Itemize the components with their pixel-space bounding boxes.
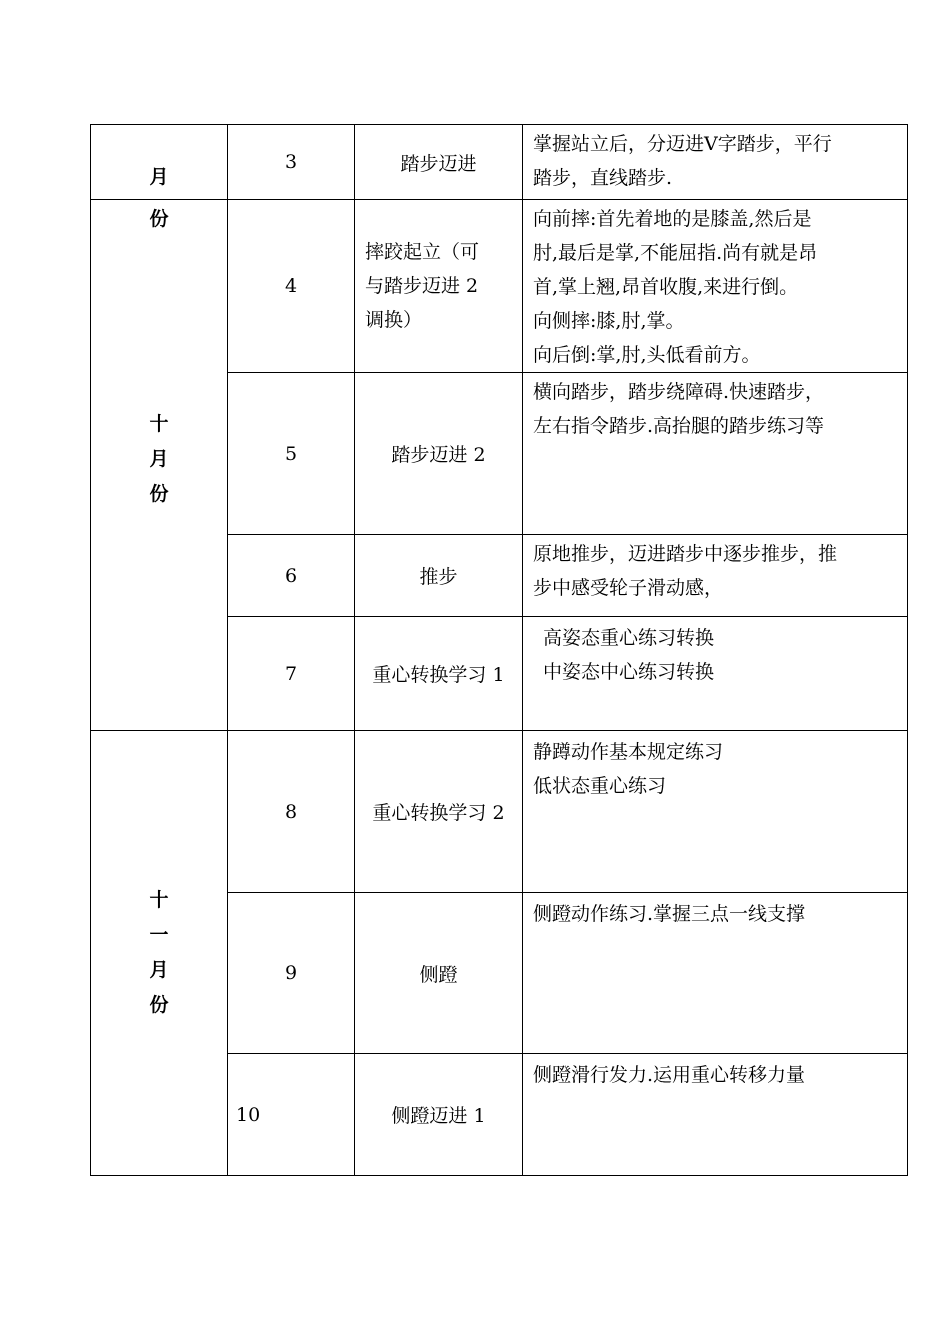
lesson-topic: 摔跤起立（可 与踏步迈进 2 调换） [355, 200, 523, 373]
month-label-char: 十 [149, 889, 169, 911]
lesson-content: 掌握站立后，分迈进Ⅴ字踏步，平行 踏步，直线踏步. [523, 125, 908, 200]
month-label-char: 一 [149, 924, 169, 946]
month-cell-fragment [91, 125, 228, 200]
lesson-number: 8 [228, 731, 355, 893]
lesson-number: 4 [228, 200, 355, 373]
lesson-content: 横向踏步，踏步绕障碍.快速踏步， 左右指令踏步.高抬腿的踏步练习等 [523, 373, 908, 535]
lesson-number: 6 [228, 535, 355, 617]
lesson-topic: 重心转换学习 1 [355, 617, 523, 731]
month-cell-november [91, 731, 228, 1176]
lesson-content: 原地推步，迈进踏步中逐步推步，推 步中感受轮子滑动感， [523, 535, 908, 617]
month-label-char: 月 [149, 448, 169, 470]
table-row [91, 200, 908, 373]
lesson-content: 侧蹬滑行发力.运用重心转移力量 [523, 1054, 908, 1176]
lesson-topic: 推步 [355, 535, 523, 617]
lesson-content: 向前摔:首先着地的是膝盖,然后是 肘,最后是掌,不能屈指.尚有就是昂 首,掌上翘,昂首收腹,来进行倒。 向侧摔:膝,肘,掌。 向后倒:掌,肘,头低看前方。 [523, 200, 908, 373]
lesson-topic: 重心转换学习 2 [355, 731, 523, 893]
lesson-topic: 侧蹬迈进 1 [355, 1054, 523, 1176]
lesson-topic: 侧蹬 [355, 893, 523, 1054]
month-cell-october [91, 200, 228, 731]
lesson-topic: 踏步迈进 [355, 125, 523, 200]
month-label-fragment: 月 [149, 166, 169, 188]
table-row [91, 731, 908, 893]
month-label-char: 份 [149, 994, 169, 1016]
plan-table [90, 124, 908, 1176]
lesson-topic: 踏步迈进 2 [355, 373, 523, 535]
lesson-number: 10 [228, 1054, 355, 1176]
lesson-number: 3 [228, 125, 355, 200]
lesson-content: 静蹲动作基本规定练习 低状态重心练习 [523, 731, 908, 893]
lesson-number: 5 [228, 373, 355, 535]
month-label-char: 十 [149, 413, 169, 435]
table-row [91, 125, 908, 200]
month-label-char: 份 [149, 483, 169, 505]
lesson-content: 高姿态重心练习转换 中姿态中心练习转换 [523, 617, 908, 731]
month-label-top: 份 [149, 208, 169, 230]
lesson-number: 7 [228, 617, 355, 731]
lesson-content: 侧蹬动作练习.掌握三点一线支撑 [523, 893, 908, 1054]
lesson-number: 9 [228, 893, 355, 1054]
month-label-char: 月 [149, 959, 169, 981]
